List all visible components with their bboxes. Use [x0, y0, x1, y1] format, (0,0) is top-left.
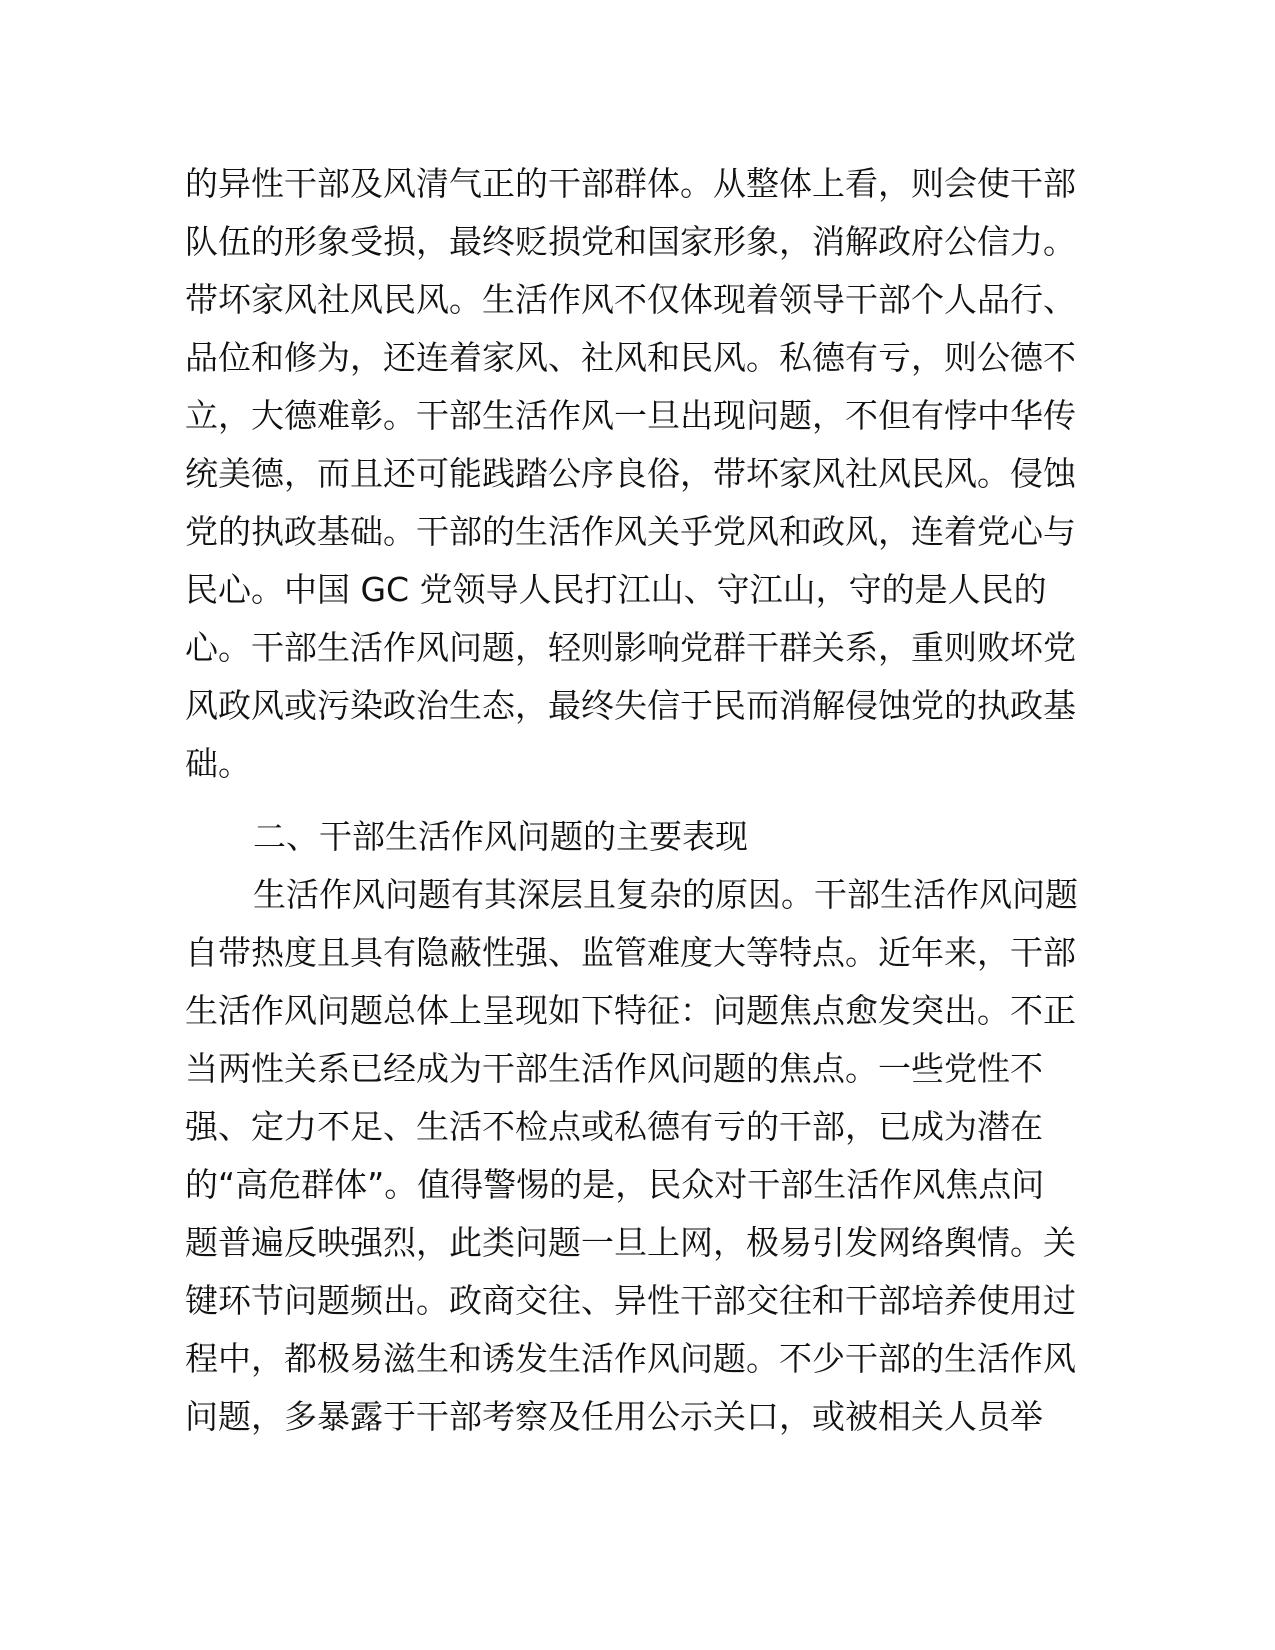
text-line: 带坏家风社风民风。生活作风不仅体现着领导干部个人品行、 — [185, 280, 1076, 319]
text-line: 的“高危群体”。值得警惕的是，民众对干部生活作风焦点问 — [185, 1165, 1045, 1204]
text-line: 统美德，而且还可能践踏公序良俗，带坏家风社风民风。侵蚀 — [185, 454, 1076, 493]
section-heading-block — [185, 808, 1095, 866]
text-line: 础。 — [185, 744, 251, 783]
text-line: 键环节问题频出。政商交往、异性干部交往和干部培养使用过 — [185, 1281, 1076, 1320]
text-line: 品位和修为，还连着家风、社风和民风。私德有亏，则公德不 — [185, 338, 1076, 377]
text-line: 自带热度且具有隐蔽性强、监管难度大等特点。近年来，干部 — [185, 933, 1076, 972]
text-line: 民心。中国 GC 党领导人民打江山、守江山，守的是人民的 — [185, 570, 1047, 609]
text-line: 的异性干部及风清气正的干部群体。从整体上看，则会使干部 — [185, 164, 1076, 203]
text-line: 问题，多暴露于干部考察及任用公示关口，或被相关人员举 — [185, 1397, 1043, 1436]
text-line: 程中，都极易滋生和诱发生活作风问题。不少干部的生活作风 — [185, 1339, 1076, 1378]
text-line: 当两性关系已经成为干部生活作风问题的焦点。一些党性不 — [185, 1049, 1043, 1088]
text-line: 风政风或污染政治生态，最终失信于民而消解侵蚀党的执政基 — [185, 686, 1076, 725]
text-line: 心。干部生活作风问题，轻则影响党群干群关系，重则败坏党 — [185, 628, 1076, 667]
paragraph-continuation — [185, 155, 1095, 793]
text-line: 立，大德难彰。干部生活作风一旦出现问题，不但有悖中华传 — [185, 396, 1076, 435]
text-line: 党的执政基础。干部的生活作风关乎党风和政风，连着党心与 — [185, 512, 1076, 551]
text-line: 生活作风问题有其深层且复杂的原因。干部生活作风问题 — [253, 875, 1078, 914]
text-line: 强、定力不足、生活不检点或私德有亏的干部，已成为潜在 — [185, 1107, 1043, 1146]
paragraph-body — [185, 866, 1095, 1446]
text-line: 生活作风问题总体上呈现如下特征：问题焦点愈发突出。不正 — [185, 991, 1076, 1030]
section-heading: 二、干部生活作风问题的主要表现 — [253, 817, 748, 856]
text-line: 题普遍反映强烈，此类问题一旦上网，极易引发网络舆情。关 — [185, 1223, 1076, 1262]
text-line: 队伍的形象受损，最终贬损党和国家形象，消解政府公信力。 — [185, 222, 1076, 261]
